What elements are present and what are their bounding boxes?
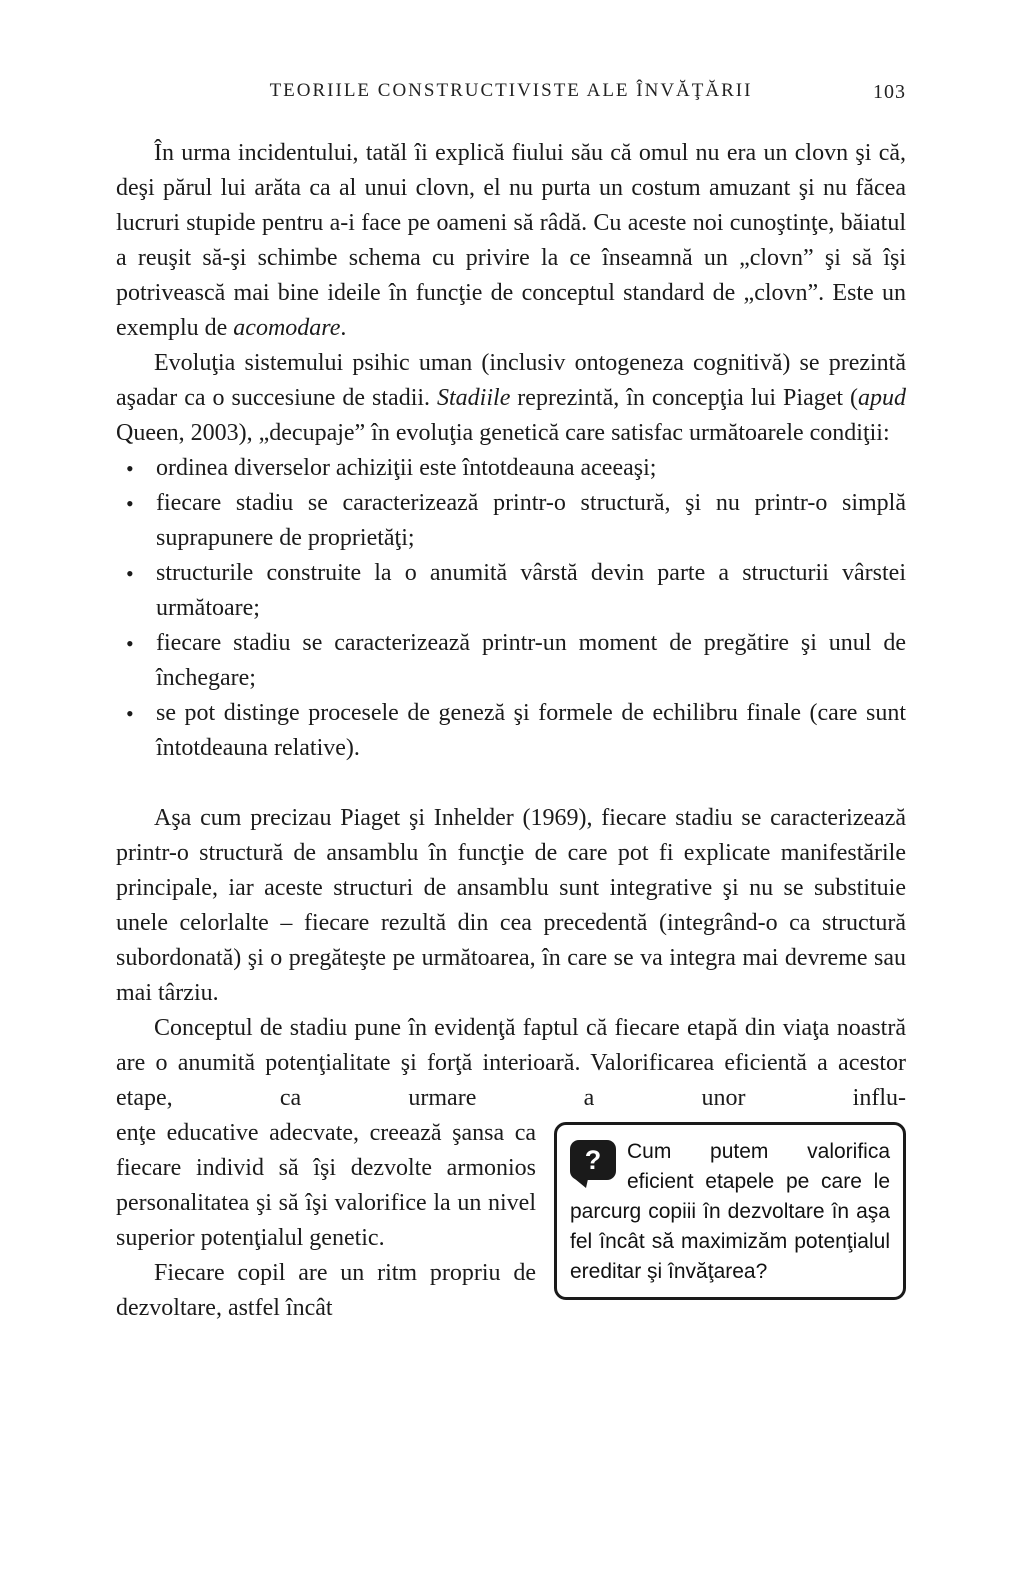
- list-item: [116, 626, 906, 696]
- paragraph-concept-stadiu: Conceptul de stadiu pune în evidenţă faptul că fiecare etapă din viaţa noastră are o anumită potenţialitate şi forţă interioară. Valorificarea eficientă a acestor etape, ca urmare a unor influ-: [116, 1015, 906, 1111]
- paragraph-ritm-propriu: Fiecare copil are un ritm propriu de dezvoltare, astfel încât: [116, 1260, 536, 1321]
- list-item-text: fiecare stadiu se caracterizează printr-o structură, şi nu printr-o simplă suprapunere de proprietăţi;: [156, 490, 906, 551]
- paragraph-piaget-inhelder: Aşa cum precizau Piaget şi Inhelder (1969), fiecare stadiu se caracterizează printr-o structură de ansamblu în funcţie de care pot fi explicate manifestările principale, iar aceste structuri de ansamblu sunt integrative şi nu se substituie unele celorlalte – fiecare rezultă din cea precedentă (integrând-o ca structură subordonată) şi o pregăteşte pe următoarea, în care se va integra mai devreme sau mai târziu.: [116, 805, 906, 1006]
- bullet-icon: •: [126, 491, 134, 516]
- question-box: [554, 1122, 906, 1300]
- paragraph-concept-stadiu-continuare: enţe educative adecvate, creează şansa ca fiecare individ să îşi dezvolte armonios personalitatea şi să îşi valorifice la un nivel superior potenţialul genetic.: [116, 1120, 536, 1251]
- running-head-title: TEORIILE CONSTRUCTIVISTE ALE ÎNVĂŢĂRII: [269, 80, 753, 101]
- list-item: [116, 486, 906, 556]
- question-box-text: Cum putem valorifica eficient etapele pe care le parcurg copiii în dezvoltare în aşa fel încât să maximizăm potenţialul ereditar şi învăţarea?: [570, 1140, 890, 1283]
- conditions-list: [116, 451, 906, 766]
- list-item-text: fiecare stadiu se caracterizează printr-un moment de pregătire şi unul de închegare;: [156, 630, 906, 691]
- bullet-icon: •: [126, 456, 134, 481]
- list-item-text: se pot distinge procesele de geneză şi formele de echilibru finale (care sunt întotdeauna relative).: [156, 700, 906, 761]
- text-with-sidebar: [116, 1116, 906, 1326]
- page-number: 103: [873, 81, 906, 103]
- question-mark-icon: ?: [570, 1140, 616, 1180]
- paragraph-incident: În urma incidentului, tatăl îi explică fiului său că omul nu era un clovn şi că, deşi părul lui arăta ca al unui clovn, el nu purta un costum amuzant şi nu făcea lucruri stupide pentru a-i face pe oameni să râdă. Cu aceste noi cunoştinţe, băiatul a reuşit să-şi schimbe schema cu privire la ce înseamnă un „clovn” şi să îşi potrivească mai bine ideile în funcţie de conceptul standard de „clovn”. Este un exemplu de acomodare.: [116, 140, 906, 341]
- list-item: [116, 556, 906, 626]
- list-item-text: structurile construite la o anumită vârstă devin parte a structurii vârstei următoare;: [156, 560, 906, 621]
- list-item: [116, 451, 906, 486]
- bullet-icon: •: [126, 561, 134, 586]
- list-item-text: ordinea diverselor achiziţii este întotdeauna aceeaşi;: [156, 455, 657, 481]
- bullet-icon: •: [126, 701, 134, 726]
- bullet-icon: •: [126, 631, 134, 656]
- page-header: [116, 80, 906, 110]
- paragraph-evolutia: Evoluţia sistemului psihic uman (inclusiv ontogeneza cognitivă) se prezintă aşadar ca o succesiune de stadii. Stadiile reprezintă, în concepţia lui Piaget (apud Queen, 2003), „decupaje” în evoluţia genetică care satisfac următoarele condiţii:: [116, 350, 907, 446]
- list-item: [116, 696, 906, 766]
